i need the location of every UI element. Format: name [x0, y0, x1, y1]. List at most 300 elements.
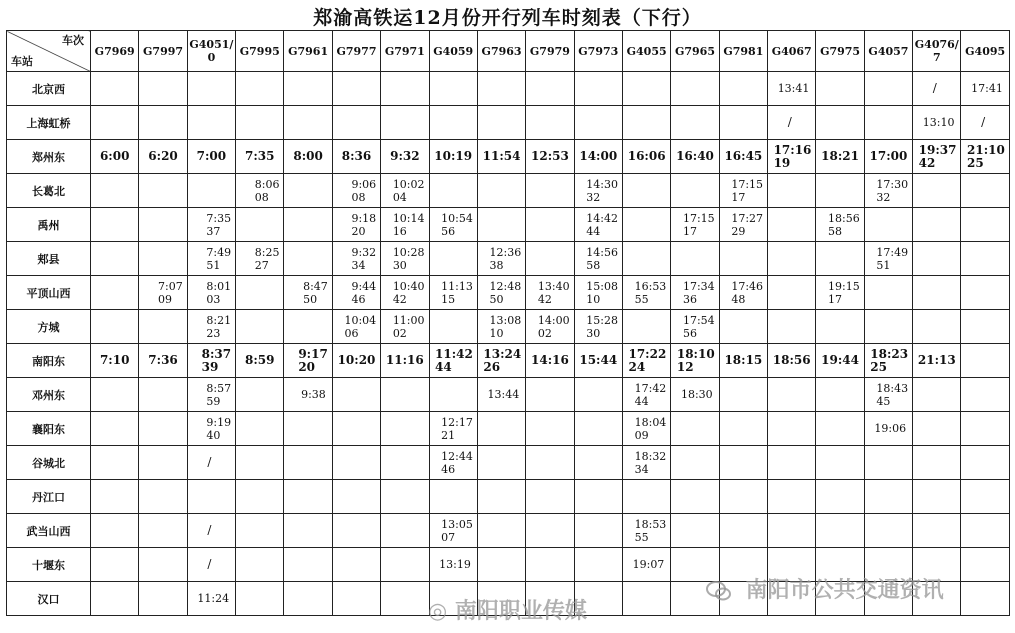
time-value: 8:00: [293, 149, 323, 163]
time-value: [671, 106, 718, 139]
train-header-2: G4051/ 0: [187, 31, 235, 72]
time-cell: [187, 140, 235, 174]
time-value: [720, 412, 767, 445]
time-value: [139, 378, 186, 411]
time-value: [623, 106, 670, 139]
time-value: 9:38: [301, 388, 326, 401]
time-cell: [381, 412, 429, 446]
time-value: [720, 480, 767, 513]
time-value: [768, 276, 815, 309]
time-cell: [381, 174, 429, 208]
time-cell: [526, 208, 574, 242]
time-value: [478, 208, 525, 241]
time-value: 10:40 42: [392, 279, 425, 306]
time-value: 7:35: [245, 149, 275, 163]
time-cell: [526, 344, 574, 378]
time-cell: [477, 310, 525, 344]
time-cell: [187, 548, 235, 582]
time-cell: [477, 344, 525, 378]
time-cell: [574, 208, 622, 242]
time-cell: [913, 208, 961, 242]
time-cell: [961, 208, 1009, 242]
time-value: [284, 548, 331, 581]
time-value: 9:06 08: [351, 177, 377, 204]
time-value: [333, 582, 380, 615]
time-cell: [864, 514, 912, 548]
station-name: 平顶山西: [7, 276, 91, 310]
time-cell: [91, 446, 139, 480]
station-name: 南阳东: [7, 344, 91, 378]
time-cell: [816, 208, 864, 242]
table-row: [7, 106, 1010, 140]
time-cell: [236, 378, 284, 412]
time-cell: [429, 106, 477, 140]
time-value: 16:40: [676, 149, 714, 163]
time-value: [575, 412, 622, 445]
time-cell: [913, 480, 961, 514]
time-cell: [961, 310, 1009, 344]
time-cell: [864, 378, 912, 412]
time-value: 15:08 10: [586, 279, 618, 306]
time-cell: [284, 174, 332, 208]
time-value: [816, 174, 863, 207]
time-cell: [671, 378, 719, 412]
time-value: 17:54 56: [682, 313, 715, 340]
time-cell: [477, 446, 525, 480]
time-value: 17:30 32: [876, 177, 909, 204]
time-cell: [816, 72, 864, 106]
time-cell: [332, 446, 380, 480]
time-cell: [429, 276, 477, 310]
time-value: 11:00 02: [392, 313, 425, 340]
train-header-10: G7973: [574, 31, 622, 72]
time-cell: [429, 242, 477, 276]
time-cell: [864, 140, 912, 174]
time-value: [430, 378, 477, 411]
time-value: [139, 446, 186, 479]
time-cell: [622, 276, 670, 310]
time-cell: [961, 276, 1009, 310]
time-cell: [381, 276, 429, 310]
time-value: 12:44 46: [441, 449, 473, 476]
corner-station-label: 车站: [11, 55, 33, 68]
time-cell: [91, 174, 139, 208]
time-cell: [622, 344, 670, 378]
time-cell: [284, 446, 332, 480]
time-value: [961, 514, 1008, 547]
time-value: 12:36 38: [489, 245, 522, 272]
time-cell: [91, 242, 139, 276]
time-value: [478, 480, 525, 513]
time-cell: [961, 514, 1009, 548]
time-value: 16:45: [724, 149, 763, 163]
time-value: 13:41: [777, 82, 810, 95]
time-value: 17:41: [971, 82, 1003, 95]
time-value: 8:06 08: [254, 177, 280, 204]
time-value: 7:00: [196, 149, 227, 163]
time-cell: [961, 446, 1009, 480]
time-value: 16:53 55: [634, 279, 667, 306]
time-value: [381, 480, 428, 513]
time-cell: [719, 174, 767, 208]
time-cell: [864, 106, 912, 140]
time-value: 8:37 39: [201, 346, 232, 374]
time-value: [91, 276, 138, 309]
time-cell: [477, 276, 525, 310]
table-row: [7, 446, 1010, 480]
time-value: [575, 106, 622, 139]
time-value: 9:19 40: [206, 415, 232, 442]
time-value: [671, 446, 718, 479]
time-cell: [381, 310, 429, 344]
time-value: 9:17 20: [298, 346, 328, 374]
time-cell: [381, 548, 429, 582]
time-cell: [332, 208, 380, 242]
train-header-4: G7961: [284, 31, 332, 72]
time-cell: [284, 378, 332, 412]
time-value: [236, 276, 283, 309]
time-cell: [864, 412, 912, 446]
time-value: [816, 310, 863, 343]
time-value: [816, 106, 863, 139]
time-cell: [574, 174, 622, 208]
time-value: 17:15 17: [731, 177, 764, 204]
time-value: [720, 72, 767, 105]
time-value: [284, 174, 331, 207]
watermark-left: [428, 594, 587, 625]
time-cell: [622, 174, 670, 208]
time-cell: [574, 412, 622, 446]
time-cell: [961, 412, 1009, 446]
table-row: [7, 72, 1010, 106]
train-header-3: G7995: [236, 31, 284, 72]
time-value: [816, 446, 863, 479]
time-value: [865, 480, 912, 513]
time-value: [430, 310, 477, 343]
time-value: [720, 242, 767, 275]
table-row: [7, 480, 1010, 514]
time-value: [816, 242, 863, 275]
time-value: [139, 174, 186, 207]
time-value: [623, 208, 670, 241]
time-cell: [236, 548, 284, 582]
time-cell: [236, 208, 284, 242]
time-cell: [961, 344, 1009, 378]
time-cell: [429, 72, 477, 106]
time-value: [961, 412, 1008, 445]
time-cell: [526, 174, 574, 208]
time-value: 10:54 56: [441, 211, 473, 238]
time-cell: [622, 514, 670, 548]
time-cell: [236, 106, 284, 140]
time-value: [284, 514, 331, 547]
time-value: [381, 548, 428, 581]
station-name: 邓州东: [7, 378, 91, 412]
time-value: [236, 72, 283, 105]
time-value: 18:53 55: [634, 517, 667, 544]
time-cell: [187, 378, 235, 412]
time-cell: [719, 140, 767, 174]
time-value: 8:36: [341, 149, 372, 163]
time-value: 17:16 19: [773, 142, 812, 170]
time-value: [575, 72, 622, 105]
time-value: [478, 106, 525, 139]
time-value: 15:44: [579, 353, 618, 367]
time-cell: [429, 208, 477, 242]
time-cell: [332, 310, 380, 344]
time-cell: [381, 106, 429, 140]
time-cell: [139, 208, 187, 242]
time-cell: [139, 72, 187, 106]
time-value: [284, 446, 331, 479]
time-cell: [284, 412, 332, 446]
time-cell: [671, 480, 719, 514]
time-cell: [381, 242, 429, 276]
time-cell: [187, 276, 235, 310]
time-value: 10:20: [337, 353, 376, 367]
train-header-row: [7, 31, 1010, 72]
time-value: 14:30 32: [586, 177, 618, 204]
time-value: 17:27 29: [731, 211, 764, 238]
time-value: [913, 446, 960, 479]
time-value: 10:02 04: [392, 177, 425, 204]
time-value: 13:44: [487, 388, 520, 401]
time-cell: [236, 310, 284, 344]
time-value: [139, 582, 186, 615]
time-value: 13:05 07: [441, 517, 473, 544]
time-cell: [139, 378, 187, 412]
station-name: 长葛北: [7, 174, 91, 208]
time-value: [381, 412, 428, 445]
time-cell: [284, 310, 332, 344]
time-value: [768, 378, 815, 411]
time-cell: [816, 378, 864, 412]
table-row: [7, 310, 1010, 344]
page-title: 郑渝高铁运12月份开行列车时刻表（下行）: [313, 7, 702, 29]
time-value: [768, 480, 815, 513]
time-cell: [332, 412, 380, 446]
time-cell: [187, 106, 235, 140]
time-value: 12:48 50: [489, 279, 522, 306]
time-value: [91, 582, 138, 615]
time-cell: [768, 242, 816, 276]
time-cell: [913, 242, 961, 276]
time-cell: [381, 582, 429, 616]
watermark-right-text: 南阳市公共交通资讯: [745, 578, 944, 603]
time-value: [768, 412, 815, 445]
time-cell: [477, 208, 525, 242]
time-value: 13:10: [922, 116, 955, 129]
time-value: [333, 480, 380, 513]
time-value: 9:18 20: [351, 211, 377, 238]
time-cell: [381, 480, 429, 514]
time-cell: [913, 174, 961, 208]
time-value: [768, 446, 815, 479]
time-cell: [187, 480, 235, 514]
time-cell: [187, 514, 235, 548]
time-cell: [91, 310, 139, 344]
time-value: 8:01 03: [206, 279, 232, 306]
time-value: [139, 106, 186, 139]
time-cell: [187, 344, 235, 378]
time-cell: [332, 140, 380, 174]
time-value: [284, 72, 331, 105]
time-value: [381, 378, 428, 411]
time-cell: [961, 548, 1009, 582]
time-value: [961, 548, 1008, 581]
time-cell: [477, 378, 525, 412]
time-value: [526, 480, 573, 513]
time-value: 8:21 23: [206, 313, 232, 340]
time-value: [671, 174, 718, 207]
time-cell: [574, 344, 622, 378]
wechat-icon: [706, 580, 732, 602]
time-cell: [671, 72, 719, 106]
time-value: /: [207, 523, 212, 537]
train-header-0: G7969: [91, 31, 139, 72]
time-cell: [913, 344, 961, 378]
time-cell: [332, 72, 380, 106]
time-cell: [816, 344, 864, 378]
time-value: [430, 480, 477, 513]
time-cell: [622, 140, 670, 174]
time-value: [526, 174, 573, 207]
time-cell: [719, 412, 767, 446]
time-cell: [671, 208, 719, 242]
time-cell: [381, 140, 429, 174]
time-value: [526, 106, 573, 139]
time-cell: [913, 310, 961, 344]
time-cell: [913, 106, 961, 140]
time-cell: [381, 344, 429, 378]
time-cell: [139, 514, 187, 548]
time-cell: [332, 174, 380, 208]
time-value: [720, 514, 767, 547]
time-value: 9:32: [390, 149, 420, 163]
time-cell: [816, 276, 864, 310]
time-value: [865, 72, 912, 105]
time-cell: [719, 310, 767, 344]
time-cell: [332, 106, 380, 140]
time-value: 7:36: [148, 353, 178, 367]
time-value: [381, 446, 428, 479]
corner-header: [7, 31, 91, 72]
time-cell: [236, 242, 284, 276]
time-cell: [91, 106, 139, 140]
weibo-icon: ◎: [428, 599, 448, 624]
time-cell: [526, 140, 574, 174]
time-cell: [332, 514, 380, 548]
time-cell: [236, 174, 284, 208]
time-cell: [719, 106, 767, 140]
table-row: [7, 174, 1010, 208]
time-cell: [284, 514, 332, 548]
time-cell: [429, 412, 477, 446]
time-cell: [671, 344, 719, 378]
time-cell: [526, 310, 574, 344]
time-value: 21:10 25: [967, 142, 1005, 170]
time-cell: [961, 174, 1009, 208]
time-value: [768, 242, 815, 275]
time-value: [671, 514, 718, 547]
time-cell: [574, 242, 622, 276]
time-cell: [961, 242, 1009, 276]
time-value: 17:46 48: [731, 279, 764, 306]
time-value: [961, 310, 1008, 343]
time-value: 7:10: [99, 353, 130, 367]
time-cell: [139, 582, 187, 616]
time-value: [284, 208, 331, 241]
time-value: /: [787, 115, 792, 129]
time-cell: [236, 276, 284, 310]
time-cell: [574, 480, 622, 514]
time-cell: [622, 548, 670, 582]
time-cell: [236, 446, 284, 480]
time-value: 11:16: [385, 353, 424, 367]
time-cell: [477, 514, 525, 548]
time-cell: [526, 446, 574, 480]
time-value: 8:25 27: [254, 245, 280, 272]
time-cell: [768, 174, 816, 208]
time-cell: [139, 344, 187, 378]
time-value: [913, 480, 960, 513]
time-cell: [961, 140, 1009, 174]
time-value: [720, 446, 767, 479]
time-cell: [429, 344, 477, 378]
time-cell: [671, 446, 719, 480]
time-cell: [477, 106, 525, 140]
time-value: [91, 208, 138, 241]
station-name: 襄阳东: [7, 412, 91, 446]
time-cell: [381, 72, 429, 106]
time-value: [865, 208, 912, 241]
watermark-left-text: 南阳职业传媒: [454, 599, 587, 624]
train-header-17: G4076/ 7: [913, 31, 961, 72]
time-cell: [429, 140, 477, 174]
train-header-6: G7971: [381, 31, 429, 72]
time-cell: [332, 378, 380, 412]
time-cell: [429, 378, 477, 412]
time-value: 21:13: [917, 353, 956, 367]
time-cell: [187, 174, 235, 208]
time-cell: [864, 72, 912, 106]
time-value: [575, 446, 622, 479]
time-cell: [816, 174, 864, 208]
time-value: [768, 514, 815, 547]
time-value: 9:44 46: [351, 279, 377, 306]
time-value: 13:08 10: [489, 313, 522, 340]
time-value: [816, 72, 863, 105]
time-value: [526, 242, 573, 275]
time-value: 11:24: [197, 592, 230, 605]
time-cell: [622, 310, 670, 344]
time-value: 19:15 17: [828, 279, 860, 306]
time-cell: [332, 480, 380, 514]
time-value: [381, 106, 428, 139]
time-cell: [671, 412, 719, 446]
time-value: [720, 378, 767, 411]
time-cell: [574, 548, 622, 582]
time-cell: [574, 276, 622, 310]
time-cell: [139, 242, 187, 276]
time-value: [284, 242, 331, 275]
time-cell: [961, 72, 1009, 106]
time-value: 14:00: [579, 149, 618, 163]
time-cell: [913, 514, 961, 548]
station-name: 郏县: [7, 242, 91, 276]
time-cell: [622, 582, 670, 616]
time-value: [284, 582, 331, 615]
